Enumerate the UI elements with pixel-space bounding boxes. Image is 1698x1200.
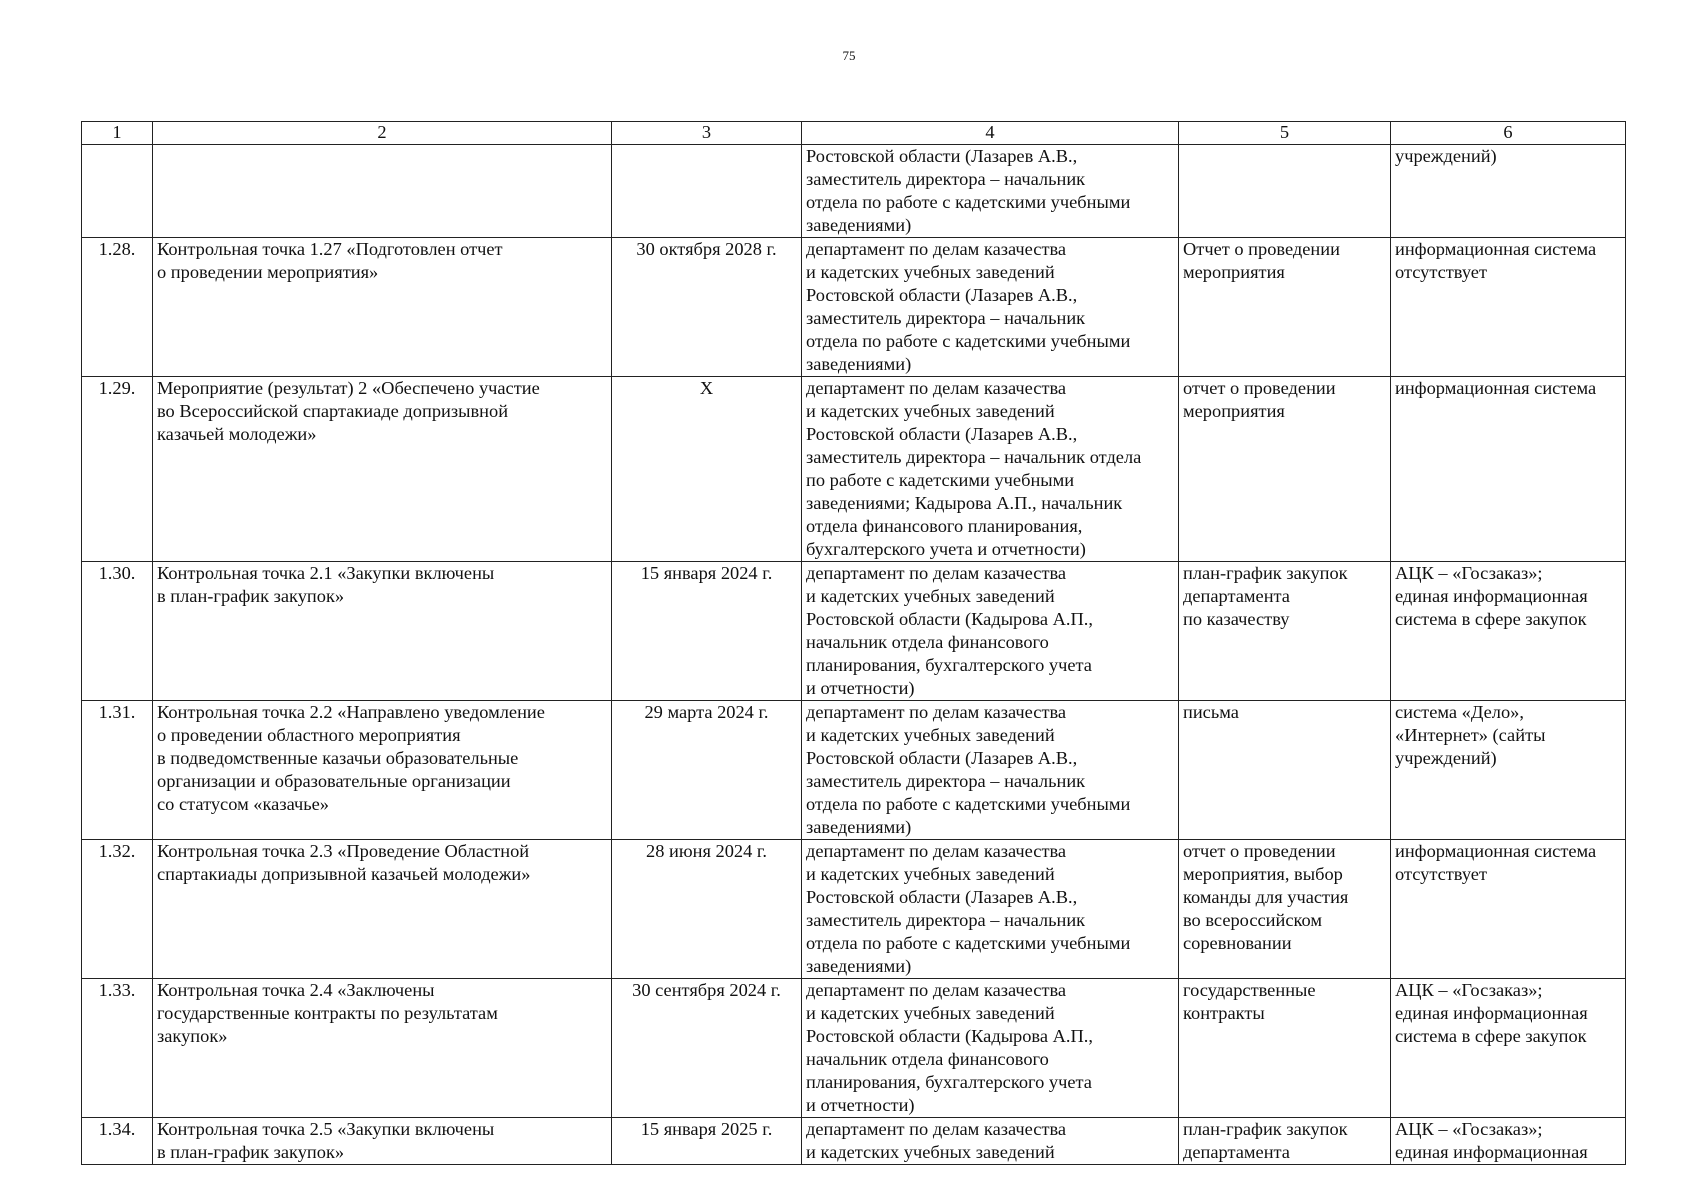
cell-line: команды для участия [1183, 887, 1349, 907]
cell-line: план-график закупок [1183, 563, 1348, 583]
cell-line: и кадетских учебных заведений [806, 1003, 1055, 1023]
cell-line: во всероссийском [1183, 910, 1322, 930]
cell-line: заведениями) [806, 354, 912, 374]
document-type-cell [1179, 701, 1391, 840]
cell-line: начальник отдела финансового [806, 632, 1049, 652]
cell-text: Х [699, 378, 714, 398]
deadline-cell [612, 1118, 802, 1165]
cell-line: в подведомственные казачьи образовательные [157, 748, 519, 768]
cell-line: отдела по работе с кадетскими учебными [806, 794, 1131, 814]
cell-line: отдела финансового планирования, [806, 516, 1083, 536]
column-number: 5 [1179, 122, 1391, 145]
cell-line: департамент по делам казачества [806, 563, 1067, 583]
cell-line: заведениями) [806, 817, 912, 837]
page-number: 75 [842, 48, 856, 63]
deadline-cell [612, 840, 802, 979]
cell-line: план-график закупок [1183, 1119, 1348, 1139]
cell-line: мероприятия, выбор [1183, 864, 1343, 884]
cell-line: Контрольная точка 2.1 «Закупки включены [157, 563, 495, 583]
cell-line: закупок» [157, 1026, 228, 1046]
table-row [82, 145, 1626, 238]
deadline-cell [612, 377, 802, 562]
event-name-cell [153, 701, 612, 840]
responsible-cell [802, 562, 1179, 701]
deadline-cell [612, 562, 802, 701]
cell-text: 1.32. [98, 841, 136, 861]
deadline-cell [612, 145, 802, 238]
row-number-cell [82, 562, 153, 701]
table-row [82, 377, 1626, 562]
cell-line: Ростовской области (Лазарев А.В., [806, 887, 1078, 907]
cell-line: заместитель директора – начальник [806, 169, 1086, 189]
column-number: 1 [82, 122, 153, 145]
cell-line: Ростовской области (Кадырова А.П., [806, 1026, 1093, 1046]
cell-line: заведениями; Кадырова А.П., начальник [806, 493, 1123, 513]
event-name-cell [153, 840, 612, 979]
cell-line: государственные контракты по результатам [157, 1003, 498, 1023]
column-number: 2 [153, 122, 612, 145]
cell-line: АЦК – «Госзаказ»; [1395, 980, 1543, 1000]
cell-line: департамент по делам казачества [806, 702, 1067, 722]
cell-line: АЦК – «Госзаказ»; [1395, 1119, 1543, 1139]
responsible-cell [802, 840, 1179, 979]
cell-line: отдела по работе с кадетскими учебными [806, 331, 1131, 351]
cell-line: в план-график закупок» [157, 1142, 345, 1162]
cell-line: и кадетских учебных заведений [806, 401, 1055, 421]
cell-line: единая информационная [1395, 1003, 1588, 1023]
event-name-cell [153, 562, 612, 701]
row-number-cell [82, 238, 153, 377]
cell-line: система в сфере закупок [1395, 1026, 1587, 1046]
cell-line: отчет о проведении [1183, 378, 1336, 398]
cell-text: 15 января 2024 г. [640, 563, 773, 583]
cell-line: информационная система [1395, 239, 1597, 259]
cell-line: контракты [1183, 1003, 1265, 1023]
cell-line: начальник отдела финансового [806, 1049, 1049, 1069]
responsible-cell [802, 238, 1179, 377]
cell-line: департамента [1183, 1142, 1290, 1162]
cell-line: департамент по делам казачества [806, 239, 1067, 259]
information-system-cell [1391, 1118, 1626, 1165]
responsible-cell [802, 145, 1179, 238]
cell-line: «Интернет» (сайты [1395, 725, 1546, 745]
column-number: 6 [1391, 122, 1626, 145]
cell-line: департамент по делам казачества [806, 841, 1067, 861]
event-name-cell [153, 1118, 612, 1165]
cell-line: казачьей молодежи» [157, 424, 317, 444]
cell-line: по работе с кадетскими учебными [806, 470, 1075, 490]
deadline-cell [612, 701, 802, 840]
cell-line: заместитель директора – начальник [806, 308, 1086, 328]
cell-line: АЦК – «Госзаказ»; [1395, 563, 1543, 583]
cell-text: 1.30. [98, 563, 136, 583]
cell-line: по казачеству [1183, 609, 1290, 629]
cell-line: о проведении мероприятия» [157, 262, 379, 282]
deadline-cell [612, 238, 802, 377]
cell-line: организации и образовательные организации [157, 771, 511, 791]
document-type-cell [1179, 562, 1391, 701]
cell-text: 28 июня 2024 г. [646, 841, 767, 861]
table-row [82, 238, 1626, 377]
cell-line: заместитель директора – начальник [806, 771, 1086, 791]
cell-line: Контрольная точка 2.3 «Проведение Областной [157, 841, 530, 861]
cell-line: Контрольная точка 2.4 «Заключены [157, 980, 435, 1000]
table-row [82, 562, 1626, 701]
cell-line: департамент по делам казачества [806, 980, 1067, 1000]
cell-line: Контрольная точка 2.5 «Закупки включены [157, 1119, 495, 1139]
event-name-cell [153, 377, 612, 562]
cell-line: Ростовской области (Лазарев А.В., [806, 146, 1078, 166]
cell-line: планирования, бухгалтерского учета [806, 655, 1092, 675]
responsible-cell [802, 377, 1179, 562]
responsible-cell [802, 1118, 1179, 1165]
cell-line: учреждений) [1395, 748, 1497, 768]
cell-line: и кадетских учебных заведений [806, 725, 1055, 745]
cell-line: информационная система [1395, 841, 1597, 861]
cell-line: государственные [1183, 980, 1316, 1000]
cell-line: Мероприятие (результат) 2 «Обеспечено участие [157, 378, 540, 398]
row-number-cell [82, 840, 153, 979]
cell-line: бухгалтерского учета и отчетности) [806, 539, 1086, 559]
cell-line: Ростовской области (Лазарев А.В., [806, 285, 1078, 305]
cell-line: система в сфере закупок [1395, 609, 1587, 629]
cell-line: со статусом «казачье» [157, 794, 329, 814]
cell-line: письма [1183, 702, 1239, 722]
document-type-cell [1179, 840, 1391, 979]
information-system-cell [1391, 979, 1626, 1118]
column-number: 3 [612, 122, 802, 145]
cell-line: соревновании [1183, 933, 1292, 953]
row-number-cell [82, 377, 153, 562]
cell-line: информационная система [1395, 378, 1597, 398]
column-number: 4 [802, 122, 1179, 145]
cell-line: отсутствует [1395, 864, 1487, 884]
cell-line: и кадетских учебных заведений [806, 864, 1055, 884]
cell-line: и кадетских учебных заведений [806, 586, 1055, 606]
row-number-cell [82, 145, 153, 238]
information-system-cell [1391, 840, 1626, 979]
cell-line: Ростовской области (Лазарев А.В., [806, 424, 1078, 444]
cell-line: заместитель директора – начальник отдела [806, 447, 1142, 467]
table-row [82, 840, 1626, 979]
document-type-cell [1179, 145, 1391, 238]
cell-line: система «Дело», [1395, 702, 1524, 722]
cell-line: и кадетских учебных заведений [806, 1142, 1055, 1162]
table-row [82, 1118, 1626, 1165]
cell-line: заместитель директора – начальник [806, 910, 1086, 930]
cell-text: 1.29. [98, 378, 136, 398]
cell-text: 29 марта 2024 г. [644, 702, 769, 722]
cell-text: 30 октября 2028 г. [636, 239, 777, 259]
cell-line: и отчетности) [806, 1095, 915, 1115]
responsible-cell [802, 979, 1179, 1118]
table-row [82, 701, 1626, 840]
cell-line: о проведении областного мероприятия [157, 725, 461, 745]
row-number-cell [82, 1118, 153, 1165]
cell-text: 1.33. [98, 980, 136, 1000]
information-system-cell [1391, 377, 1626, 562]
row-number-cell [82, 701, 153, 840]
cell-text: 1.34. [98, 1119, 136, 1139]
cell-line: Контрольная точка 1.27 «Подготовлен отчет [157, 239, 503, 259]
cell-line: единая информационная [1395, 586, 1588, 606]
cell-line: отсутствует [1395, 262, 1487, 282]
cell-line: во Всероссийской спартакиаде допризывной [157, 401, 509, 421]
information-system-cell [1391, 145, 1626, 238]
document-type-cell [1179, 238, 1391, 377]
cell-text: 30 сентября 2024 г. [632, 980, 781, 1000]
cell-text: 1.28. [98, 239, 136, 259]
event-name-cell [153, 979, 612, 1118]
cell-line: планирования, бухгалтерского учета [806, 1072, 1092, 1092]
cell-line: департамент по делам казачества [806, 1119, 1067, 1139]
deadline-cell [612, 979, 802, 1118]
cell-line: и отчетности) [806, 678, 915, 698]
cell-line: мероприятия [1183, 401, 1285, 421]
cell-line: отчет о проведении [1183, 841, 1336, 861]
information-system-cell [1391, 238, 1626, 377]
cell-line: заведениями) [806, 215, 912, 235]
cell-text: 1.31. [98, 702, 136, 722]
document-type-cell [1179, 377, 1391, 562]
cell-line: Контрольная точка 2.2 «Направлено уведомление [157, 702, 545, 722]
cell-line: спартакиады допризывной казачьей молодежи» [157, 864, 531, 884]
document-type-cell [1179, 979, 1391, 1118]
information-system-cell [1391, 562, 1626, 701]
cell-line: Ростовской области (Кадырова А.П., [806, 609, 1093, 629]
table-row [82, 979, 1626, 1118]
cell-line: учреждений) [1395, 146, 1497, 166]
cell-line: отдела по работе с кадетскими учебными [806, 192, 1131, 212]
event-name-cell [153, 238, 612, 377]
control-points-table [81, 121, 1626, 1165]
cell-line: департамент по делам казачества [806, 378, 1067, 398]
cell-line: и кадетских учебных заведений [806, 262, 1055, 282]
cell-line: в план-график закупок» [157, 586, 345, 606]
responsible-cell [802, 701, 1179, 840]
event-name-cell [153, 145, 612, 238]
cell-text: 15 января 2025 г. [640, 1119, 773, 1139]
cell-line: Отчет о проведении [1183, 239, 1340, 259]
cell-line: департамента [1183, 586, 1290, 606]
document-type-cell [1179, 1118, 1391, 1165]
row-number-cell [82, 979, 153, 1118]
cell-line: мероприятия [1183, 262, 1285, 282]
cell-line: Ростовской области (Лазарев А.В., [806, 748, 1078, 768]
cell-line: заведениями) [806, 956, 912, 976]
column-number-row [82, 122, 1626, 145]
information-system-cell [1391, 701, 1626, 840]
cell-line: отдела по работе с кадетскими учебными [806, 933, 1131, 953]
cell-line: единая информационная [1395, 1142, 1588, 1162]
